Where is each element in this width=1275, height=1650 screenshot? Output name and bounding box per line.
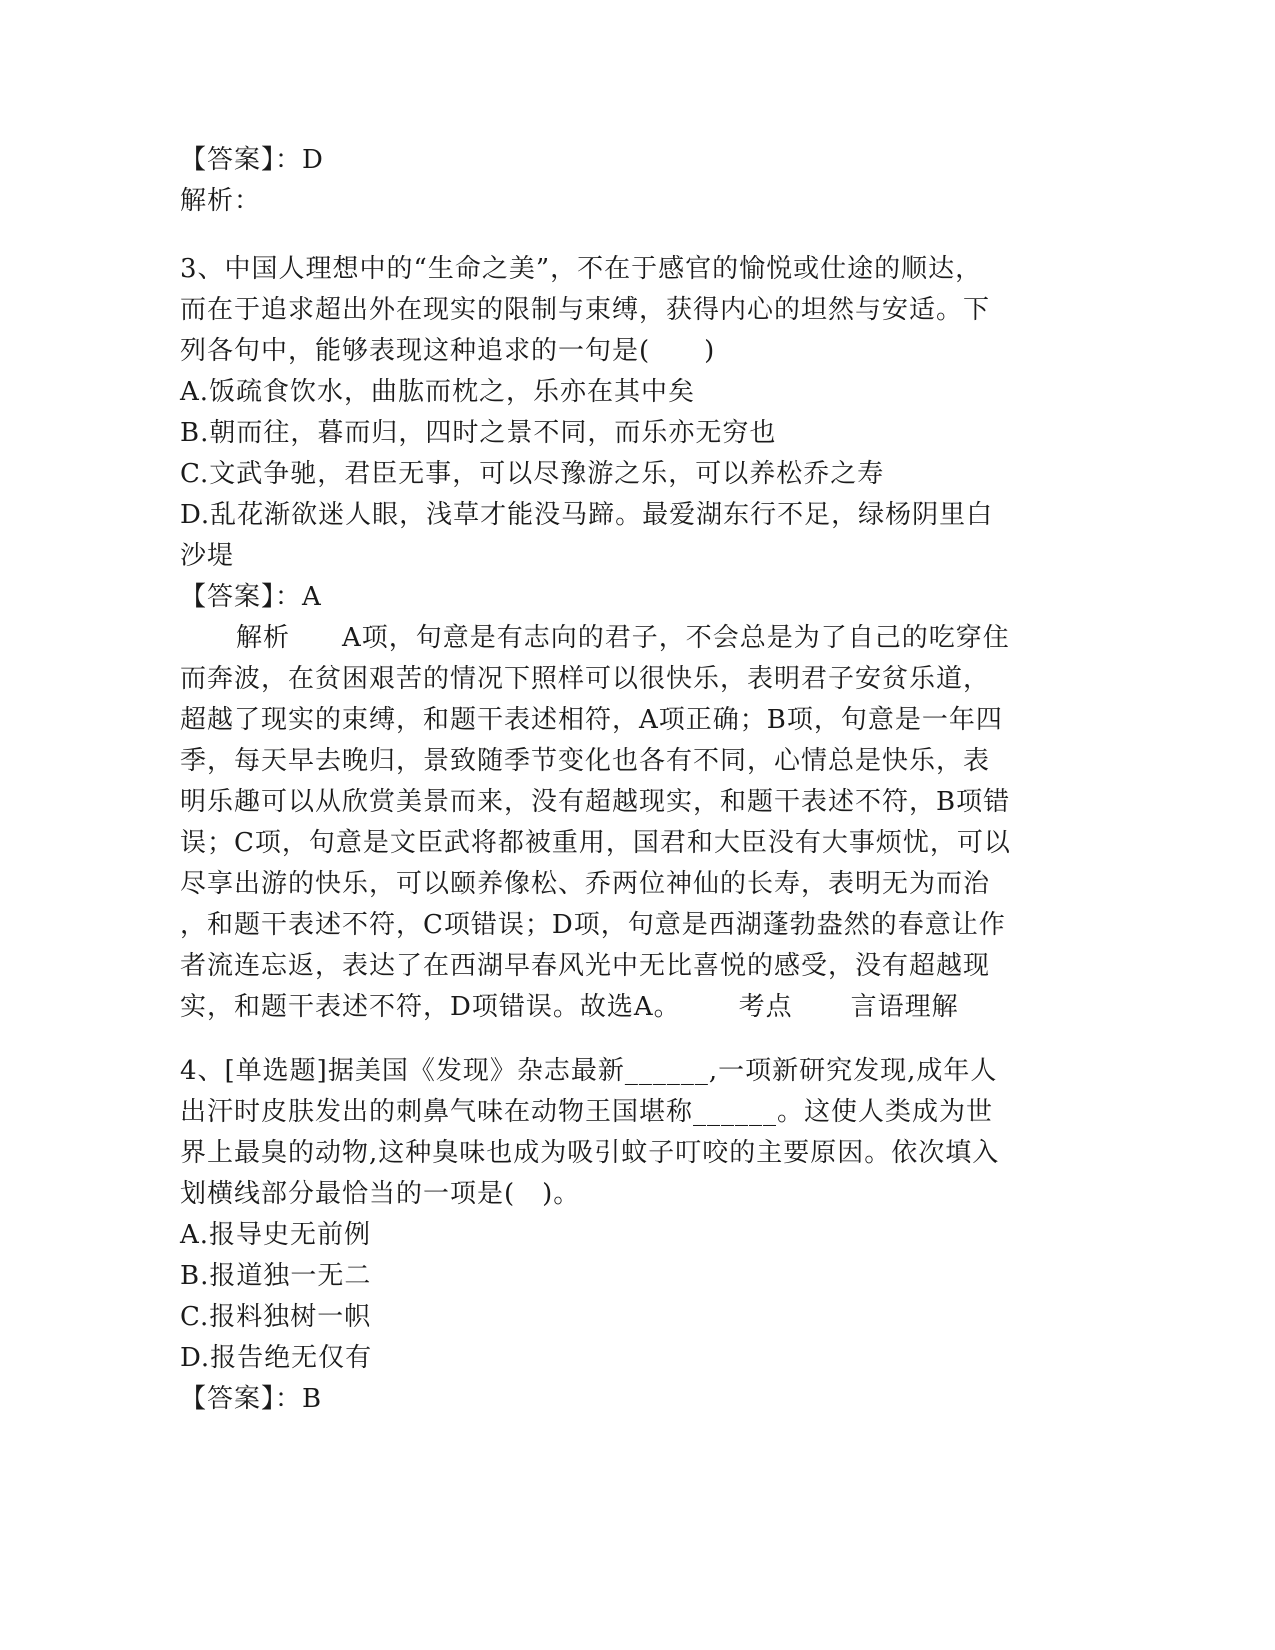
q3-analysis-label: 解析	[236, 623, 291, 653]
q4-option-d: D.报告绝无仅有	[180, 1343, 373, 1373]
q3-analysis-line: 误；C项，句意是文臣武将都被重用，国君和大臣没有大事烦忧，可以	[180, 828, 1011, 858]
q3-answer: 【答案】：A	[180, 582, 322, 612]
q4-option-a: A.报导史无前例	[180, 1220, 372, 1250]
q3-analysis-line: 明乐趣可以从欣赏美景而来，没有超越现实，和题干表述不符，B项错	[180, 787, 1011, 817]
q3-option-d: D.乱花渐欲迷人眼，浅草才能没马蹄。最爱湖东行不足，绿杨阴里白	[180, 500, 994, 530]
q3-option-d-continued: 沙堤	[180, 541, 235, 571]
q4-answer: 【答案】：B	[180, 1384, 323, 1414]
q3-analysis-text: A项，句意是有志向的君子，不会总是为了自己的吃穿住	[342, 623, 1010, 653]
q3-analysis-line: 者流连忘返，表达了在西湖早春风光中无比喜悦的感受，没有超越现	[180, 951, 991, 981]
q3-option-c: C.文武争驰，君臣无事，可以尽豫游之乐，可以养松乔之寿	[180, 459, 885, 489]
q3-stem-line: 列各句中，能够表现这种追求的一句是( )	[180, 336, 716, 366]
q3-analysis-text: 实，和题干表述不符，D项错误。故选A。	[180, 992, 681, 1022]
q3-stem-line: 3、中国人理想中的“生命之美”，不在于感官的愉悦或仕途的顺达，	[180, 254, 983, 284]
q4-stem-line: 界上最臭的动物,这种臭味也成为吸引蚊子叮咬的主要原因。依次填入	[180, 1138, 1000, 1168]
q2-analysis-label: 解析：	[180, 186, 262, 216]
q3-option-a: A.饭疏食饮水，曲肱而枕之，乐亦在其中矣	[180, 377, 696, 407]
q3-analysis-last-line	[180, 990, 959, 1024]
q3-analysis-line: ，和题干表述不符，C项错误；D项，句意是西湖蓬勃盎然的春意让作	[180, 910, 1006, 940]
q3-analysis-first-line	[236, 621, 1010, 655]
q4-option-b: B.报道独一无二	[180, 1261, 372, 1291]
q4-stem-line: 出汗时皮肤发出的刺鼻气味在动物王国堪称______。这使人类成为世	[180, 1097, 994, 1127]
q3-kaodian-label: 考点	[738, 992, 793, 1022]
q4-option-c: C.报料独树一帜	[180, 1302, 372, 1332]
q3-analysis-line: 而奔波，在贫困艰苦的情况下照样可以很快乐，表明君子安贫乐道，	[180, 664, 991, 694]
q3-kaodian-value: 言语理解	[850, 992, 959, 1022]
q3-analysis-line: 季，每天早去晚归，景致随季节变化也各有不同，心情总是快乐，表	[180, 746, 991, 776]
q4-stem-line: 4、[单选题]据美国《发现》杂志最新______,一项新研究发现,成年人	[180, 1056, 998, 1086]
q3-stem-line: 而在于追求超出外在现实的限制与束缚，获得内心的坦然与安适。下	[180, 295, 991, 325]
q3-analysis-line: 尽享出游的快乐，可以颐养像松、乔两位神仙的长寿，表明无为而治	[180, 869, 991, 899]
q4-stem-line: 划横线部分最恰当的一项是( )。	[180, 1179, 581, 1209]
q2-answer: 【答案】：D	[180, 145, 324, 175]
q3-analysis-line: 超越了现实的束缚，和题干表述相符，A项正确；B项，句意是一年四	[180, 705, 1003, 735]
q3-option-b: B.朝而往，暮而归，四时之景不同，而乐亦无穷也	[180, 418, 777, 448]
